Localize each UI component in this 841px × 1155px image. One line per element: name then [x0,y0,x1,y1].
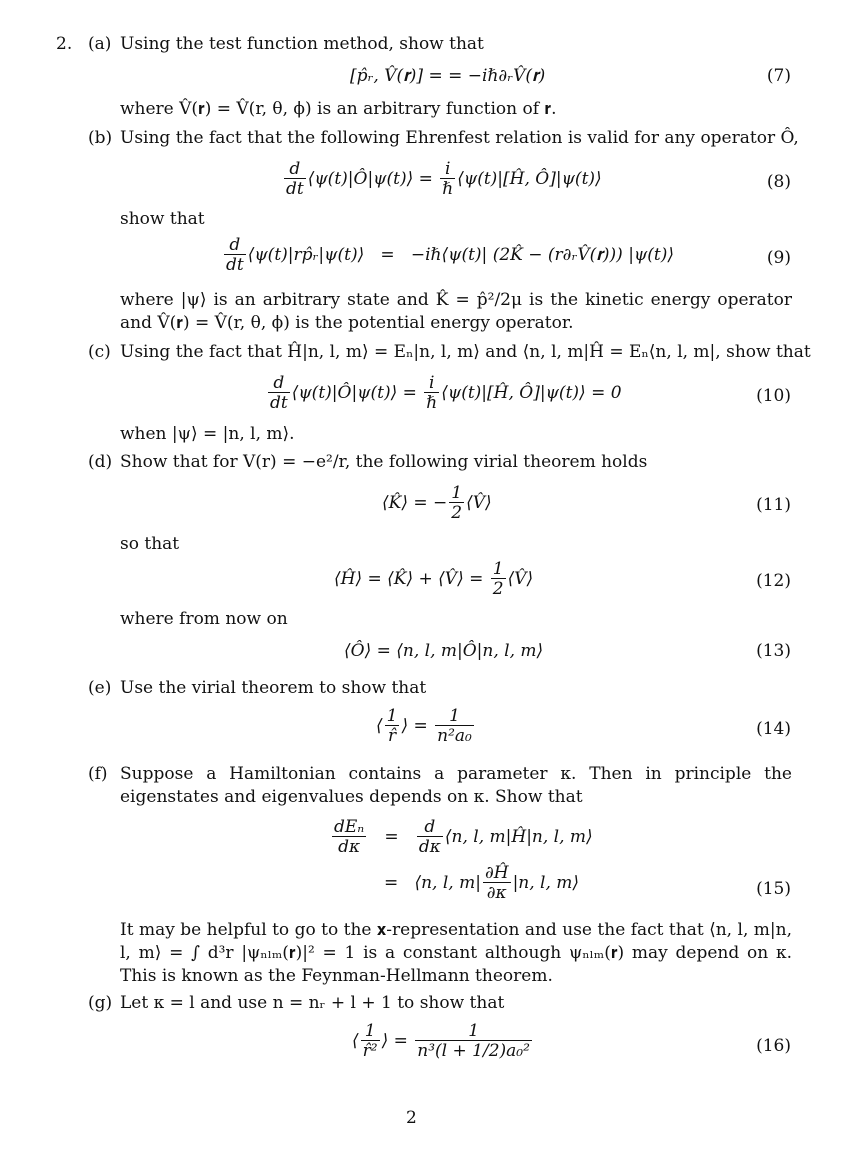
equation-16: ⟨ $\frac{1}{\text{r̂²}}$ ⟩ = $\frac{1}{\text{n³(l + 1/2)a₀²}}$ [352,1021,530,1061]
part-f-text: Suppose a Hamiltonian contains a parameter κ. Then in principle the eigenstates and eigenvalues depends on κ. Show that [120,764,792,807]
equation-14-number: (14) [756,719,791,739]
equation-10: $\frac{d}{dt}$ ⟨ψ(t)|Ô|ψ(t)⟩ = $\frac{i}{\text{ℏ}}$ ⟨ψ(t)|[Ĥ, Ô]|ψ(t)⟩ = 0 [270,373,622,413]
equation-13: ⟨Ô⟩ = ⟨n, l, m|Ô|n, l, m⟩ [344,641,544,661]
part-b-where: where |ψ⟩ is an arbitrary state and K̂ = p̂²/2μ is the kinetic energy operator and V̂(𝐫) = V̂(r, θ, ϕ) is the potential energy operator. [120,290,792,333]
part-e-label: (e) [88,678,112,698]
part-d-where-from: where from now on [120,609,288,629]
part-b-label: (b) [88,128,113,148]
equation-10-number: (10) [756,386,791,406]
part-g-label: (g) [88,993,113,1013]
part-a-where: where V̂(𝐫) = V̂(r, θ, ϕ) is an arbitrary function of 𝐫. [120,99,557,119]
part-a-text: Using the test function method, show that [120,34,484,54]
part-d-text: Show that for V(r) = −e²/r, the following virial theorem holds [120,452,648,472]
equation-8-number: (8) [766,172,791,192]
equation-12: ⟨Ĥ⟩ = ⟨K̂⟩ + ⟨V̂⟩ = $\frac{1}{2}$ ⟨V̂⟩ [334,559,534,599]
equation-11: ⟨K̂⟩ = − $\frac{1}{2}$ ⟨V̂⟩ [382,483,492,523]
part-f-hint: It may be helpful to go to the 𝐱-representation and use the fact that ⟨n, l, m|n, l, m⟩ = ∫ d³r |ψₙₗₘ(𝐫)|² = 1 is a constant although ψₙₗₘ(𝐫) may depend on κ. This is known as the Feynman-Hellmann theorem. [120,920,792,986]
part-b-text: Using the fact that the following Ehrenfest relation is valid for any operator Ô, [120,128,799,148]
equation-11-number: (11) [756,495,791,515]
equation-8: $\frac{d}{dt}$ ⟨ψ(t)|Ô|ψ(t)⟩ = $\frac{i}{\text{ℏ}}$ ⟨ψ(t)|[Ĥ, Ô]|ψ(t)⟩ [286,159,602,199]
equation-9-number: (9) [766,248,791,268]
equation-7-number: (7) [766,66,791,86]
part-f-label: (f) [88,764,108,784]
equation-15-line-1: $\frac{\text{dEₙ}}{d\kappa}$ = $\frac{d}{d\kappa}$ ⟨n, l, m|Ĥ|n, l, m⟩ [334,817,593,857]
equation-13-number: (13) [756,641,791,661]
equation-15-number: (15) [756,879,791,899]
part-b-show-that: show that [120,209,205,229]
part-d-so-that: so that [120,534,180,554]
part-a-label: (a) [88,34,112,54]
equation-14: ⟨ $\frac{1}{r̂}$ ⟩ = $\frac{1}{\text{n²a₀}}$ [376,706,472,746]
page-number: 2 [406,1108,417,1128]
equation-12-number: (12) [756,571,791,591]
part-d-label: (d) [88,452,113,472]
part-g-text: Let κ = l and use n = nᵣ + l + 1 to show that [120,993,505,1013]
equation-16-number: (16) [756,1036,791,1056]
part-e-text: Use the virial theorem to show that [120,678,427,698]
equation-15-line-2: = ⟨n, l, m| $\frac{\partial Ĥ}{\partial\kappa}$ |n, l, m⟩ [384,863,580,903]
problem-number: 2. [56,34,73,54]
part-c-label: (c) [88,342,111,362]
equation-9: $\frac{d}{dt}$ ⟨ψ(t)|rp̂ᵣ|ψ(t)⟩ = −iℏ⟨ψ(t)| (2K̂ − (r∂ᵣV̂(𝐫))) |ψ(t)⟩ [226,235,675,275]
equation-7: [p̂ᵣ, V̂(𝐫)] = = −iℏ∂ᵣV̂(𝐫) [350,66,546,86]
part-c-text: Using the fact that Ĥ|n, l, m⟩ = Eₙ|n, l, m⟩ and ⟨n, l, m|Ĥ = Eₙ⟨n, l, m|, show that [120,342,811,362]
part-c-when: when |ψ⟩ = |n, l, m⟩. [120,424,295,444]
